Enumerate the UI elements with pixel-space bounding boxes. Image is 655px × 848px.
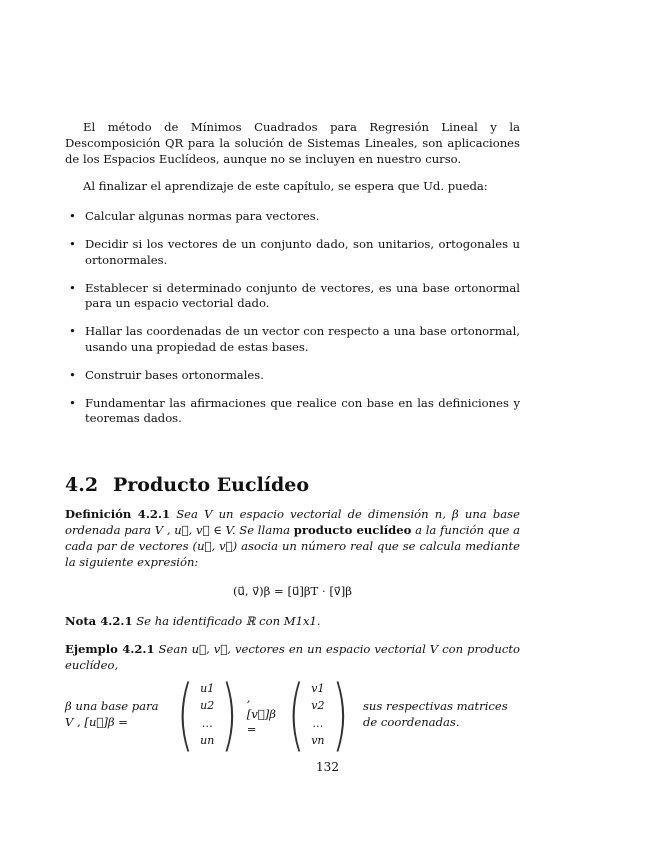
section-title: Producto Euclídeo	[113, 474, 310, 497]
definition	[65, 507, 520, 570]
example-text-a: Sean u⃗, v⃗, vectores en un espacio vectorial V con producto euclídeo,	[65, 641, 520, 672]
bullet-icon: •	[69, 367, 76, 382]
list-item: • Calcular algunas normas para vectores.	[69, 209, 320, 224]
objectives-list	[65, 209, 520, 427]
note-label: Nota 4.2.1	[65, 614, 133, 629]
bullet-icon: •	[69, 280, 76, 295]
page-content	[65, 120, 520, 760]
page-number: 132	[316, 760, 339, 774]
list-item: • Decidir si los vectores de un conjunto dado, son unitarios, ortogonales u ortonormales.	[69, 236, 520, 267]
example-label: Ejemplo 4.2.1	[65, 641, 155, 656]
definition-formula: (u⃗, v⃗)β = [u⃗]βT · [v⃗]β	[233, 584, 352, 599]
note	[65, 614, 520, 630]
list-item: • Fundamentar las afirmaciones que realice con base en las definiciones y teoremas dados.	[69, 395, 520, 426]
right-paren-icon: )	[221, 669, 238, 760]
u-coordinate-matrix: ( u1 u2 … un )	[176, 669, 238, 760]
definition-label: Definición 4.2.1	[65, 507, 171, 522]
list-item: • Hallar las coordenadas de un vector con respecto a una base ortonormal, usando una propiedad de estas bases.	[69, 324, 520, 354]
definition-term: producto euclídeo	[293, 522, 412, 537]
example-text-c: , [v⃗]β =	[246, 690, 276, 737]
objectives-intro: Al finalizar el aprendizaje de este capítulo, se espera que Ud. pueda:	[83, 179, 488, 194]
note-text: Se ha identificado ℝ con M1x1.	[136, 614, 321, 629]
bullet-icon: •	[69, 236, 76, 251]
bullet-icon: •	[69, 395, 76, 410]
right-paren-icon: )	[331, 669, 349, 760]
section-heading	[65, 473, 520, 497]
left-paren-icon: (	[176, 669, 194, 760]
definition-text-a: Sea V un espacio vectorial de dimensión n, β una base ordenada para V , u⃗, v⃗ ∈ V. Se llama	[65, 507, 520, 537]
bullet-icon: •	[69, 209, 76, 224]
v-coordinate-matrix: ( v1 v2 … vn )	[287, 669, 349, 760]
intro-paragraph: El método de Mínimos Cuadrados para Regresión Lineal y la Descomposición QR para la solución de Sistemas Lineales, son aplicaciones de los Espacios Euclídeos, aunque no se incluyen en nuestro curso.	[65, 120, 520, 166]
list-item: • Establecer si determinado conjunto de vectores, es una base ortonormal para un espacio vectorial dado.	[69, 280, 520, 311]
example-text-b: β una base para V , [u⃗]β =	[65, 698, 159, 729]
section-number: 4.2	[65, 474, 99, 497]
example-matrices	[65, 669, 520, 760]
left-paren-icon: (	[287, 669, 305, 760]
bullet-icon: •	[69, 324, 76, 339]
example-text-d: sus respectivas matrices de coordenadas.	[362, 698, 508, 729]
definition-text-b: a la función que a cada par de vectores (u⃗, v⃗) asocia un número real que se calcula mediante la siguiente expresión:	[65, 522, 520, 569]
list-item: • Construir bases ortonormales.	[69, 367, 264, 382]
